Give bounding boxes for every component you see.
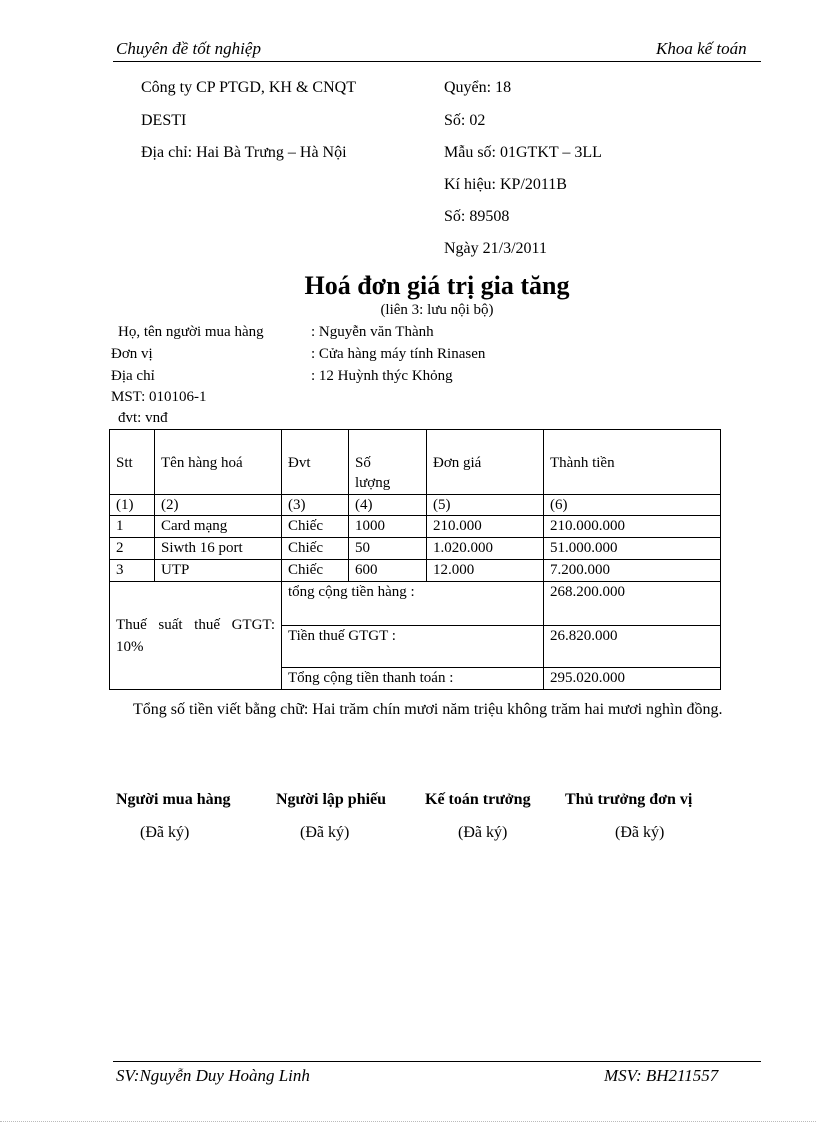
row-item-name: Siwth 16 port — [155, 538, 282, 560]
table-row — [110, 516, 721, 538]
index-cell: (1) — [110, 495, 155, 516]
signature-title-chief-accountant: Kế toán trưởng — [425, 791, 531, 808]
row-stt: 2 — [110, 538, 155, 560]
footer-rule — [113, 1061, 761, 1062]
buyer-address-label: Địa chỉ — [111, 368, 155, 384]
invoice-symbol: Kí hiệu: KP/2011B — [444, 176, 567, 193]
buyer-name-value: : Nguyễn văn Thành — [311, 324, 434, 340]
row-stt: 3 — [110, 560, 155, 582]
invoice-book: Quyển: 18 — [444, 79, 512, 96]
row-amount: 210.000.000 — [544, 516, 721, 538]
row-item-name: UTP — [155, 560, 282, 582]
subtotal-row — [110, 582, 721, 626]
tax-rate-label: Thuế suất thuế GTGT: 10% — [116, 616, 275, 655]
row-unit: Chiếc — [282, 538, 349, 560]
footer-right: MSV: BH211557 — [604, 1066, 719, 1085]
row-unit-price: 12.000 — [427, 560, 544, 582]
header-item-name: Tên hàng hoá — [155, 430, 282, 495]
header-right: Khoa kế toán — [656, 39, 747, 58]
index-cell: (5) — [427, 495, 544, 516]
signature-title-preparer: Người lập phiếu — [276, 791, 387, 808]
invoice-subtitle: (liên 3: lưu nội bộ) — [380, 302, 494, 318]
header-quantity: Số lượng — [349, 430, 427, 495]
invoice-form: Mẫu số: 01GTKT – 3LL — [444, 144, 602, 161]
header-left: Chuyên đề tốt nghiệp — [116, 39, 261, 58]
subtotal-value: 268.200.000 — [544, 582, 721, 626]
header-amount: Thành tiền — [544, 430, 721, 495]
amount-in-words: Tổng số tiền viết bằng chữ: Hai trăm chín mươi năm triệu không trăm hai mươi nghìn đồng. — [133, 701, 723, 718]
total-label: Tổng cộng tiền thanh toán : — [282, 668, 544, 690]
row-quantity: 50 — [349, 538, 427, 560]
total-value: 295.020.000 — [544, 668, 721, 690]
header-rule — [113, 61, 761, 62]
buyer-unit-value: : Cửa hàng máy tính Rinasen — [311, 346, 486, 362]
invoice-serial: Số: 89508 — [444, 208, 510, 225]
row-unit: Chiếc — [282, 516, 349, 538]
row-quantity: 600 — [349, 560, 427, 582]
tax-rate-cell — [110, 582, 282, 690]
signature-note-preparer: (Đã ký) — [300, 824, 350, 841]
row-stt: 1 — [110, 516, 155, 538]
row-unit-price: 210.000 — [427, 516, 544, 538]
signature-title-buyer: Người mua hàng — [116, 791, 231, 808]
index-cell: (2) — [155, 495, 282, 516]
company-name: Công ty CP PTGD, KH & CNQT — [141, 79, 356, 96]
index-cell: (6) — [544, 495, 721, 516]
vat-value: 26.820.000 — [544, 626, 721, 668]
header-unit: Đvt — [282, 430, 349, 495]
signature-note-director: (Đã ký) — [615, 824, 665, 841]
signature-note-buyer: (Đã ký) — [140, 824, 190, 841]
row-item-name: Card mạng — [155, 516, 282, 538]
buyer-unit-label: Đơn vị — [111, 346, 153, 362]
invoice-title: Hoá đơn giá trị gia tăng — [304, 271, 570, 300]
table-header-row — [110, 430, 721, 495]
table-index-row — [110, 495, 721, 516]
row-amount: 7.200.000 — [544, 560, 721, 582]
row-unit-price: 1.020.000 — [427, 538, 544, 560]
index-cell: (4) — [349, 495, 427, 516]
invoice-date: Ngày 21/3/2011 — [444, 240, 547, 257]
row-unit: Chiếc — [282, 560, 349, 582]
vat-label: Tiền thuế GTGT : — [282, 626, 544, 668]
invoice-table — [109, 429, 721, 690]
buyer-tax-code: MST: 010106-1 — [111, 389, 207, 405]
signature-note-chief-accountant: (Đã ký) — [458, 824, 508, 841]
subtotal-label: tổng cộng tiền hàng : — [282, 582, 544, 626]
buyer-address-value: : 12 Huỳnh thýc Khỏng — [311, 368, 453, 384]
footer-left: SV:Nguyễn Duy Hoàng Linh — [116, 1066, 310, 1085]
signature-title-director: Thủ trưởng đơn vị — [565, 791, 693, 808]
header-unit-price: Đơn giá — [427, 430, 544, 495]
currency-unit: đvt: vnđ — [118, 410, 168, 426]
index-cell: (3) — [282, 495, 349, 516]
row-quantity: 1000 — [349, 516, 427, 538]
header-stt: Stt — [110, 430, 155, 495]
table-row — [110, 560, 721, 582]
company-abbr: DESTI — [141, 112, 187, 129]
page-edge — [0, 1121, 816, 1122]
company-address: Địa chỉ: Hai Bà Trưng – Hà Nội — [141, 144, 347, 161]
row-amount: 51.000.000 — [544, 538, 721, 560]
invoice-number: Số: 02 — [444, 112, 486, 129]
buyer-name-label: Họ, tên người mua hàng — [118, 324, 264, 340]
table-row — [110, 538, 721, 560]
